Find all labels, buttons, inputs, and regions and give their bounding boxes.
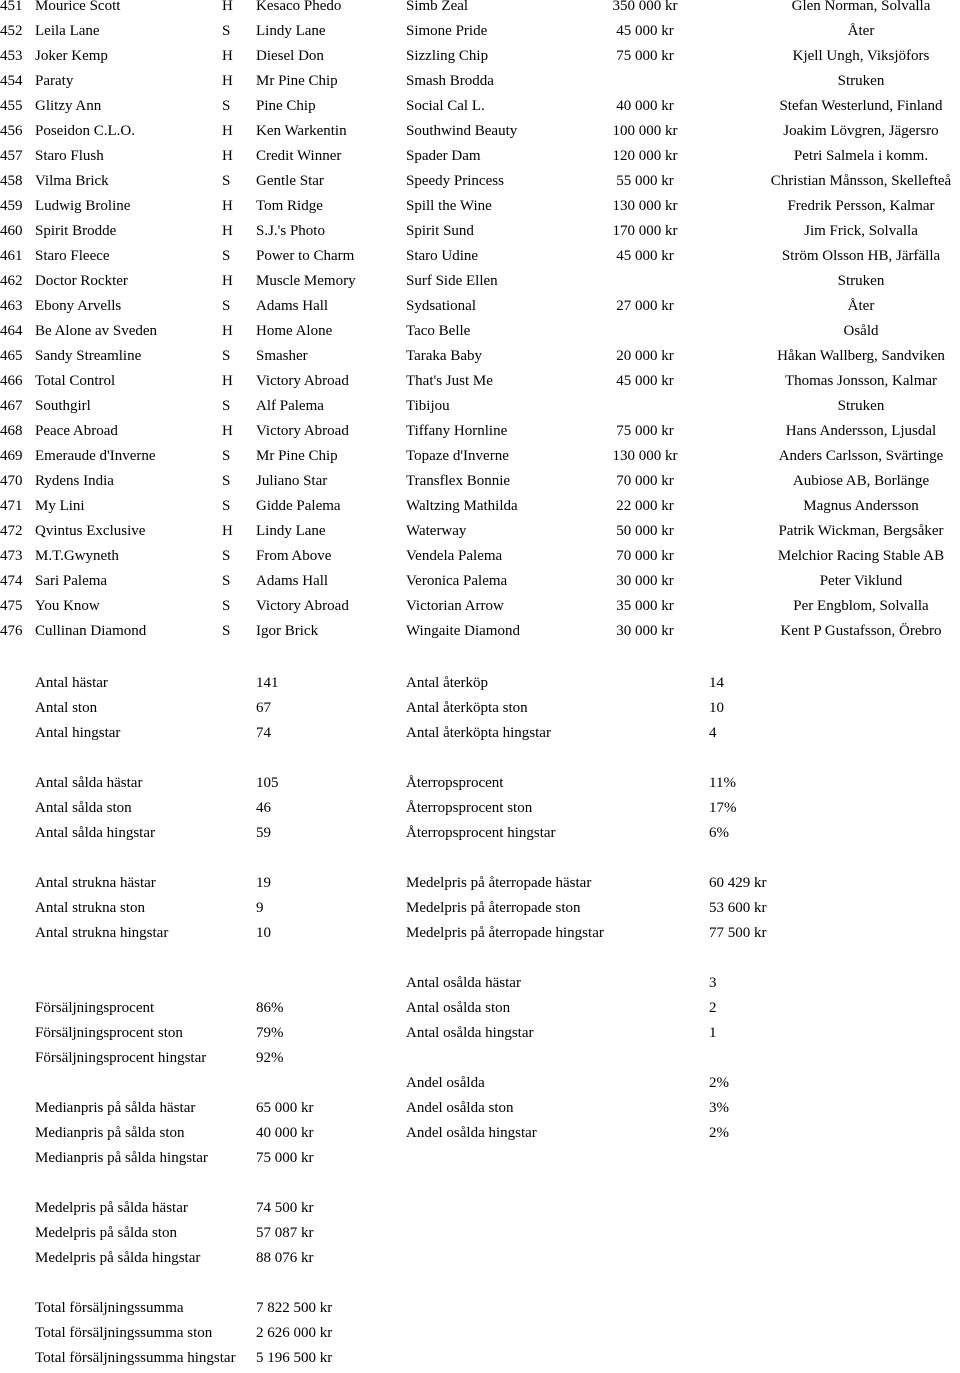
stat-value: 9 (256, 900, 264, 916)
stat-row (0, 1071, 960, 1096)
cell-num: 466 (0, 373, 23, 389)
stat-row (0, 796, 960, 821)
cell-sire: Smasher (256, 348, 308, 364)
stat-value: 10 (709, 700, 724, 716)
cell-sire: Kesaco Phedo (256, 0, 342, 14)
stat-value: 5 196 500 kr (256, 1350, 333, 1366)
cell-price: 45 000 kr (616, 248, 674, 264)
cell-name: Glitzy Ann (35, 98, 102, 114)
stat-label: Medianpris på sålda ston (35, 1125, 185, 1141)
cell-sire: Victory Abroad (256, 373, 349, 389)
stat-row (0, 1146, 960, 1171)
cell-name: Spirit Brodde (35, 223, 117, 239)
stat-value: 2% (709, 1075, 729, 1091)
cell-sex: H (222, 523, 233, 539)
stat-value: 79% (256, 1025, 284, 1041)
cell-sire: Victory Abroad (256, 598, 349, 614)
cell-dam: Sydsational (406, 298, 476, 314)
cell-price: 45 000 kr (616, 373, 674, 389)
cell-sex: H (222, 223, 233, 239)
cell-sex: S (222, 623, 231, 639)
stat-label: Medelpris på återropade hingstar (406, 925, 604, 941)
stat-value: 3 (709, 975, 717, 991)
cell-sire: Lindy Lane (256, 523, 326, 539)
stat-row (0, 1221, 960, 1246)
table-row (0, 619, 960, 644)
stat-row (0, 996, 960, 1021)
cell-name: Doctor Rockter (35, 273, 128, 289)
stat-value: 75 000 kr (256, 1150, 314, 1166)
stat-row (0, 1321, 960, 1346)
stat-value: 59 (256, 825, 271, 841)
cell-buyer: Struken (837, 398, 885, 414)
cell-num: 475 (0, 598, 23, 614)
stat-label: Antal återköpta hingstar (406, 725, 551, 741)
cell-sex: S (222, 473, 231, 489)
cell-dam: Simone Pride (406, 23, 488, 39)
cell-num: 455 (0, 98, 23, 114)
table-row (0, 444, 960, 469)
cell-buyer: Petri Salmela i komm. (793, 148, 929, 164)
cell-buyer: Åter (847, 23, 875, 39)
cell-buyer: Per Engblom, Solvalla (793, 598, 929, 614)
stat-row (0, 821, 960, 846)
stat-label: Medelpris på sålda hästar (35, 1200, 188, 1216)
cell-sire: Tom Ridge (256, 198, 323, 214)
cell-dam: Transflex Bonnie (406, 473, 511, 489)
stat-label: Total försäljningssumma (35, 1300, 184, 1316)
stat-value: 88 076 kr (256, 1250, 314, 1266)
stat-label: Medelpris på sålda ston (35, 1225, 178, 1241)
cell-price: 50 000 kr (616, 523, 674, 539)
stat-label: Antal ston (35, 700, 98, 716)
cell-price: 75 000 kr (616, 423, 674, 439)
stat-label: Total försäljningssumma ston (35, 1325, 213, 1341)
cell-name: Be Alone av Sveden (35, 323, 158, 339)
cell-sire: Lindy Lane (256, 23, 326, 39)
cell-buyer: Osåld (843, 323, 879, 339)
cell-price: 120 000 kr (612, 148, 678, 164)
cell-dam: That's Just Me (406, 373, 493, 389)
stat-value: 77 500 kr (709, 925, 767, 941)
cell-buyer: Hans Andersson, Ljusdal (785, 423, 937, 439)
cell-buyer: Joakim Lövgren, Jägersro (783, 123, 939, 139)
cell-name: Cullinan Diamond (35, 623, 147, 639)
cell-num: 470 (0, 473, 23, 489)
stat-value: 14 (709, 675, 724, 691)
stat-label: Återropsprocent ston (406, 800, 533, 816)
cell-num: 461 (0, 248, 23, 264)
cell-dam: Sizzling Chip (406, 48, 489, 64)
stat-value: 2 626 000 kr (256, 1325, 333, 1341)
cell-dam: Taraka Baby (406, 348, 482, 364)
cell-name: Mourice Scott (35, 0, 121, 14)
cell-dam: Vendela Palema (406, 548, 503, 564)
cell-name: Staro Fleece (35, 248, 110, 264)
cell-dam: Surf Side Ellen (406, 273, 498, 289)
stat-value: 65 000 kr (256, 1100, 314, 1116)
table-row (0, 169, 960, 194)
stat-label: Andel osålda (406, 1075, 485, 1091)
stat-value: 40 000 kr (256, 1125, 314, 1141)
cell-name: Vilma Brick (35, 173, 109, 189)
cell-num: 473 (0, 548, 23, 564)
cell-sex: H (222, 148, 233, 164)
stat-label: Andel osålda ston (406, 1100, 514, 1116)
stat-value: 17% (709, 800, 737, 816)
stat-label: Antal hästar (35, 675, 108, 691)
stat-label: Återropsprocent (406, 775, 504, 791)
cell-dam: Southwind Beauty (406, 123, 518, 139)
stat-row (0, 771, 960, 796)
cell-sire: Power to Charm (256, 248, 355, 264)
cell-num: 467 (0, 398, 23, 414)
stat-row (0, 971, 960, 996)
stat-value: 2 (709, 1000, 717, 1016)
table-row (0, 119, 960, 144)
cell-num: 474 (0, 573, 23, 589)
stat-row (0, 1346, 960, 1371)
cell-dam: Veronica Palema (406, 573, 508, 589)
cell-buyer: Jim Frick, Solvalla (804, 223, 918, 239)
cell-price: 20 000 kr (616, 348, 674, 364)
cell-dam: Simb Zeal (406, 0, 469, 14)
table-row (0, 144, 960, 169)
cell-sex: S (222, 348, 231, 364)
cell-buyer: Glen Norman, Solvalla (791, 0, 931, 14)
stat-row (0, 721, 960, 746)
cell-price: 45 000 kr (616, 23, 674, 39)
stat-label: Antal osålda hästar (406, 975, 521, 991)
cell-price: 27 000 kr (616, 298, 674, 314)
cell-name: You Know (35, 598, 100, 614)
cell-dam: Waterway (406, 523, 467, 539)
stat-value: 7 822 500 kr (256, 1300, 333, 1316)
stat-label: Antal sålda hästar (35, 775, 143, 791)
stat-label: Antal hingstar (35, 725, 121, 741)
cell-price: 70 000 kr (616, 473, 674, 489)
cell-sex: H (222, 0, 233, 14)
cell-num: 456 (0, 123, 23, 139)
stat-value: 67 (256, 700, 271, 716)
cell-name: Emeraude d'Inverne (35, 448, 156, 464)
cell-price: 130 000 kr (612, 448, 678, 464)
cell-sex: S (222, 573, 231, 589)
cell-name: Leila Lane (35, 23, 100, 39)
cell-sex: H (222, 198, 233, 214)
cell-sire: S.J.'s Photo (256, 223, 325, 239)
cell-sex: S (222, 448, 231, 464)
cell-dam: Victorian Arrow (406, 598, 504, 614)
cell-num: 476 (0, 623, 23, 639)
cell-sire: Mr Pine Chip (256, 448, 338, 464)
cell-sire: Igor Brick (256, 623, 319, 639)
stat-row (0, 871, 960, 896)
cell-sire: Muscle Memory (256, 273, 356, 289)
stat-label: Medelpris på sålda hingstar (35, 1250, 201, 1266)
cell-num: 463 (0, 298, 23, 314)
cell-name: Paraty (35, 73, 74, 89)
stat-label: Andel osålda hingstar (406, 1125, 537, 1141)
stat-value: 105 (256, 775, 279, 791)
cell-name: Joker Kemp (35, 48, 108, 64)
cell-price: 35 000 kr (616, 598, 674, 614)
stat-value: 92% (256, 1050, 284, 1066)
stat-label: Medianpris på sålda hästar (35, 1100, 196, 1116)
stat-label: Antal strukna hästar (35, 875, 156, 891)
stat-value: 2% (709, 1125, 729, 1141)
cell-sire: Alf Palema (256, 398, 324, 414)
cell-name: My Lini (35, 498, 85, 514)
stat-label: Medelpris på återropade ston (406, 900, 581, 916)
stat-row (0, 696, 960, 721)
stat-label: Antal strukna ston (35, 900, 145, 916)
cell-sire: Diesel Don (256, 48, 324, 64)
stat-label: Antal sålda hingstar (35, 825, 155, 841)
cell-dam: Tibijou (406, 398, 450, 414)
stat-value: 10 (256, 925, 271, 941)
cell-name: Staro Flush (35, 148, 104, 164)
cell-sex: H (222, 323, 233, 339)
cell-name: Total Control (35, 373, 116, 389)
cell-sex: H (222, 123, 233, 139)
cell-sex: H (222, 373, 233, 389)
cell-sire: From Above (256, 548, 332, 564)
table-row (0, 19, 960, 44)
stat-label: Antal återköp (406, 675, 489, 691)
cell-buyer: Christian Månsson, Skellefteå (770, 173, 952, 189)
cell-buyer: Håkan Wallberg, Sandviken (777, 348, 945, 364)
stat-row (0, 671, 960, 696)
cell-price: 30 000 kr (616, 573, 674, 589)
stat-row (0, 1246, 960, 1271)
table-row (0, 494, 960, 519)
stat-row (0, 1196, 960, 1221)
table-row (0, 419, 960, 444)
stat-label: Försäljningsprocent (35, 1000, 155, 1016)
stat-label: Antal sålda ston (35, 800, 132, 816)
cell-sex: S (222, 398, 231, 414)
stat-label: Antal strukna hingstar (35, 925, 169, 941)
cell-num: 462 (0, 273, 23, 289)
stat-value: 4 (709, 725, 717, 741)
cell-name: Qvintus Exclusive (35, 523, 146, 539)
cell-sire: Victory Abroad (256, 423, 349, 439)
cell-num: 451 (0, 0, 23, 14)
table-row (0, 194, 960, 219)
table-row (0, 544, 960, 569)
cell-sex: S (222, 98, 231, 114)
cell-dam: Spader Dam (406, 148, 481, 164)
cell-sex: S (222, 498, 231, 514)
table-row (0, 94, 960, 119)
cell-sire: Mr Pine Chip (256, 73, 338, 89)
cell-num: 468 (0, 423, 23, 439)
cell-buyer: Stefan Westerlund, Finland (779, 98, 943, 114)
cell-buyer: Melchior Racing Stable AB (777, 548, 945, 564)
cell-sire: Home Alone (256, 323, 333, 339)
cell-num: 453 (0, 48, 23, 64)
cell-sex: S (222, 23, 231, 39)
cell-sire: Pine Chip (256, 98, 316, 114)
stat-value: 53 600 kr (709, 900, 767, 916)
stat-value: 74 500 kr (256, 1200, 314, 1216)
cell-price: 55 000 kr (616, 173, 674, 189)
cell-num: 469 (0, 448, 23, 464)
stat-label: Återropsprocent hingstar (406, 825, 556, 841)
cell-dam: Tiffany Hornline (406, 423, 508, 439)
stat-row (0, 1296, 960, 1321)
cell-buyer: Struken (837, 73, 885, 89)
table-row (0, 269, 960, 294)
stat-value: 19 (256, 875, 271, 891)
cell-buyer: Thomas Jonsson, Kalmar (784, 373, 938, 389)
cell-sex: H (222, 73, 233, 89)
cell-buyer: Magnus Andersson (803, 498, 919, 514)
stat-label: Antal osålda ston (406, 1000, 511, 1016)
cell-sire: Gentle Star (256, 173, 324, 189)
table-row (0, 519, 960, 544)
cell-num: 465 (0, 348, 23, 364)
stat-value: 86% (256, 1000, 284, 1016)
cell-dam: Waltzing Mathilda (406, 498, 518, 514)
stat-label: Medianpris på sålda hingstar (35, 1150, 208, 1166)
table-row (0, 294, 960, 319)
stat-row (0, 1021, 960, 1046)
stat-value: 6% (709, 825, 729, 841)
cell-sire: Ken Warkentin (256, 123, 347, 139)
cell-price: 130 000 kr (612, 198, 678, 214)
stat-value: 1 (709, 1025, 717, 1041)
stat-value: 46 (256, 800, 271, 816)
cell-num: 460 (0, 223, 23, 239)
cell-dam: Topaze d'Inverne (406, 448, 509, 464)
stat-value: 3% (709, 1100, 729, 1116)
cell-name: Southgirl (35, 398, 91, 414)
cell-sex: S (222, 548, 231, 564)
cell-name: Sandy Streamline (35, 348, 142, 364)
stat-label: Försäljningsprocent hingstar (35, 1050, 207, 1066)
cell-dam: Spill the Wine (406, 198, 492, 214)
cell-name: Sari Palema (35, 573, 108, 589)
cell-sire: Adams Hall (256, 298, 329, 314)
cell-sire: Adams Hall (256, 573, 329, 589)
table-row (0, 344, 960, 369)
table-row (0, 594, 960, 619)
stat-value: 11% (709, 775, 736, 791)
cell-num: 458 (0, 173, 23, 189)
table-row (0, 469, 960, 494)
cell-buyer: Ström Olsson HB, Järfälla (781, 248, 941, 264)
cell-num: 452 (0, 23, 23, 39)
cell-sex: S (222, 298, 231, 314)
table-row (0, 569, 960, 594)
cell-num: 457 (0, 148, 23, 164)
cell-buyer: Aubiose AB, Borlänge (792, 473, 930, 489)
stat-value: 74 (256, 725, 271, 741)
cell-price: 40 000 kr (616, 98, 674, 114)
cell-price: 22 000 kr (616, 498, 674, 514)
cell-name: Ebony Arvells (35, 298, 122, 314)
cell-buyer: Kjell Ungh, Viksjöfors (792, 48, 930, 64)
stat-row (0, 896, 960, 921)
cell-name: Peace Abroad (35, 423, 118, 439)
cell-name: Ludwig Broline (35, 198, 131, 214)
cell-buyer: Anders Carlsson, Svärtinge (778, 448, 944, 464)
stat-row (0, 1096, 960, 1121)
cell-sex: H (222, 423, 233, 439)
cell-num: 471 (0, 498, 23, 514)
cell-num: 454 (0, 73, 23, 89)
cell-sex: S (222, 598, 231, 614)
cell-dam: Taco Belle (406, 323, 471, 339)
cell-dam: Smash Brodda (406, 73, 494, 89)
cell-num: 464 (0, 323, 23, 339)
cell-num: 472 (0, 523, 23, 539)
cell-dam: Speedy Princess (406, 173, 504, 189)
cell-sex: H (222, 273, 233, 289)
cell-name: Rydens India (35, 473, 114, 489)
table-row (0, 394, 960, 419)
cell-sire: Credit Winner (256, 148, 342, 164)
stat-value: 57 087 kr (256, 1225, 314, 1241)
table-row (0, 244, 960, 269)
cell-price: 30 000 kr (616, 623, 674, 639)
cell-sex: S (222, 173, 231, 189)
cell-sire: Juliano Star (256, 473, 328, 489)
cell-buyer: Kent P Gustafsson, Örebro (780, 623, 942, 639)
cell-price: 170 000 kr (612, 223, 678, 239)
cell-buyer: Patrik Wickman, Bergsåker (778, 523, 944, 539)
cell-sex: S (222, 248, 231, 264)
table-row (0, 0, 960, 19)
cell-price: 350 000 kr (612, 0, 678, 14)
table-row (0, 219, 960, 244)
stat-label: Antal återköpta ston (406, 700, 528, 716)
cell-buyer: Peter Viklund (819, 573, 903, 589)
cell-sire: Gidde Palema (256, 498, 341, 514)
table-row (0, 319, 960, 344)
table-row (0, 44, 960, 69)
cell-buyer: Fredrik Persson, Kalmar (787, 198, 935, 214)
stat-label: Försäljningsprocent ston (35, 1025, 183, 1041)
cell-price: 70 000 kr (616, 548, 674, 564)
cell-dam: Wingaite Diamond (406, 623, 520, 639)
cell-price: 75 000 kr (616, 48, 674, 64)
table-row (0, 369, 960, 394)
cell-num: 459 (0, 198, 23, 214)
stat-label: Antal osålda hingstar (406, 1025, 534, 1041)
cell-name: M.T.Gwyneth (35, 548, 119, 564)
cell-price: 100 000 kr (612, 123, 678, 139)
stat-label: Total försäljningssumma hingstar (35, 1350, 236, 1366)
cell-buyer: Åter (847, 298, 875, 314)
stat-value: 60 429 kr (709, 875, 767, 891)
cell-dam: Staro Udine (406, 248, 479, 264)
stat-row (0, 1121, 960, 1146)
cell-sex: H (222, 48, 233, 64)
table-row (0, 69, 960, 94)
stat-row (0, 921, 960, 946)
cell-dam: Spirit Sund (406, 223, 474, 239)
stat-row (0, 1046, 960, 1071)
cell-name: Poseidon C.L.O. (35, 123, 136, 139)
stat-label: Medelpris på återropade hästar (406, 875, 592, 891)
stat-value: 141 (256, 675, 279, 691)
cell-buyer: Struken (837, 273, 885, 289)
cell-dam: Social Cal L. (406, 98, 485, 114)
